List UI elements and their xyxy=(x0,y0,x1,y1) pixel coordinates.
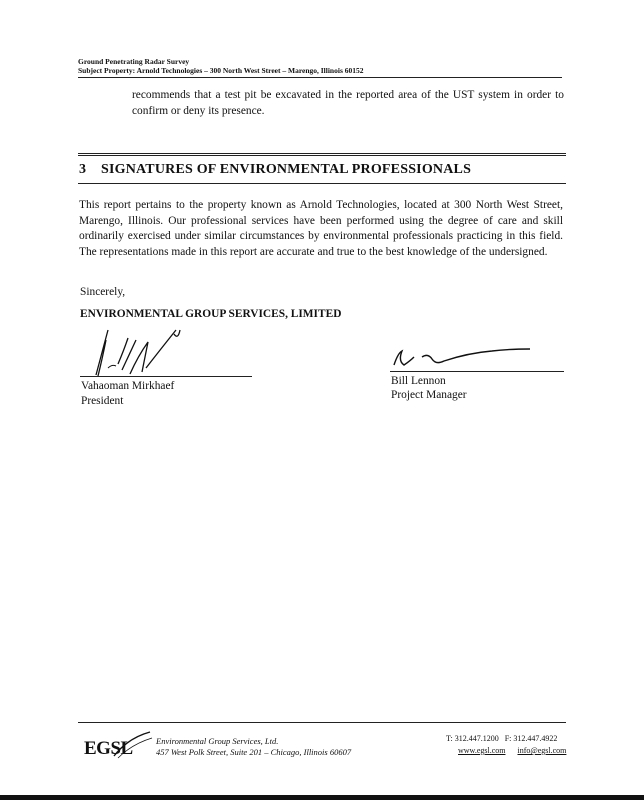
closing-salutation: Sincerely, xyxy=(80,286,126,298)
section-divider-top-double xyxy=(78,155,566,156)
project-manager-signature xyxy=(388,343,538,373)
section-number: 3 xyxy=(79,162,87,177)
section-heading xyxy=(79,162,471,178)
continued-paragraph: recommends that a test pit be excavated in the reported area of the UST system in order to confirm or deny its presence. xyxy=(132,89,564,117)
signature-line-president xyxy=(80,376,252,377)
signatory-name-project-manager: Bill Lennon xyxy=(391,375,446,387)
signatory-title-president: President xyxy=(81,395,124,407)
footer-website-link[interactable]: www.egsl.com xyxy=(458,746,506,755)
scan-edge-bar xyxy=(0,795,644,800)
president-signature xyxy=(78,320,208,380)
logo-text: EGSL xyxy=(84,738,133,759)
section-divider-top xyxy=(78,153,566,154)
footer-address: 457 West Polk Street, Suite 201 – Chicago, Illinois 60607 xyxy=(156,747,352,757)
signatures-paragraph: This report pertains to the property known as Arnold Technologies, located at 300 North West Street, Marengo, Illinois. Our professional services have been performed using the degree of care and skill ordinarily exercised under similar circumstances by environmental professionals practicing in this field. The representations made in this report are accurate and true to the best knowledge of the undersigned. xyxy=(79,199,563,258)
company-name: ENVIRONMENTAL GROUP SERVICES, LIMITED xyxy=(80,308,342,320)
footer-phone: T: 312.447.1200 xyxy=(446,734,499,743)
egsl-logo xyxy=(84,730,154,767)
signatory-name-president: Vahaoman Mirkhaef xyxy=(81,380,175,392)
footer-divider xyxy=(78,722,566,723)
footer-fax: F: 312.447.4922 xyxy=(504,734,558,743)
header-survey-title: Ground Penetrating Radar Survey xyxy=(78,57,190,66)
section-divider-bottom xyxy=(78,183,566,184)
header-subject-property: Subject Property: Arnold Technologies – 300 North West Street – Marengo, Illinois 60152 xyxy=(78,66,364,75)
signature-line-project-manager xyxy=(390,371,564,372)
signatory-title-project-manager: Project Manager xyxy=(391,389,467,401)
footer-address-block xyxy=(156,736,351,758)
header-divider xyxy=(78,77,562,78)
footer-email-link[interactable]: info@egsl.com xyxy=(517,746,567,755)
footer-contact-block xyxy=(446,733,566,757)
section-title: SIGNATURES OF ENVIRONMENTAL PROFESSIONALS xyxy=(101,162,472,177)
footer-company-name: Environmental Group Services, Ltd. xyxy=(156,736,279,746)
